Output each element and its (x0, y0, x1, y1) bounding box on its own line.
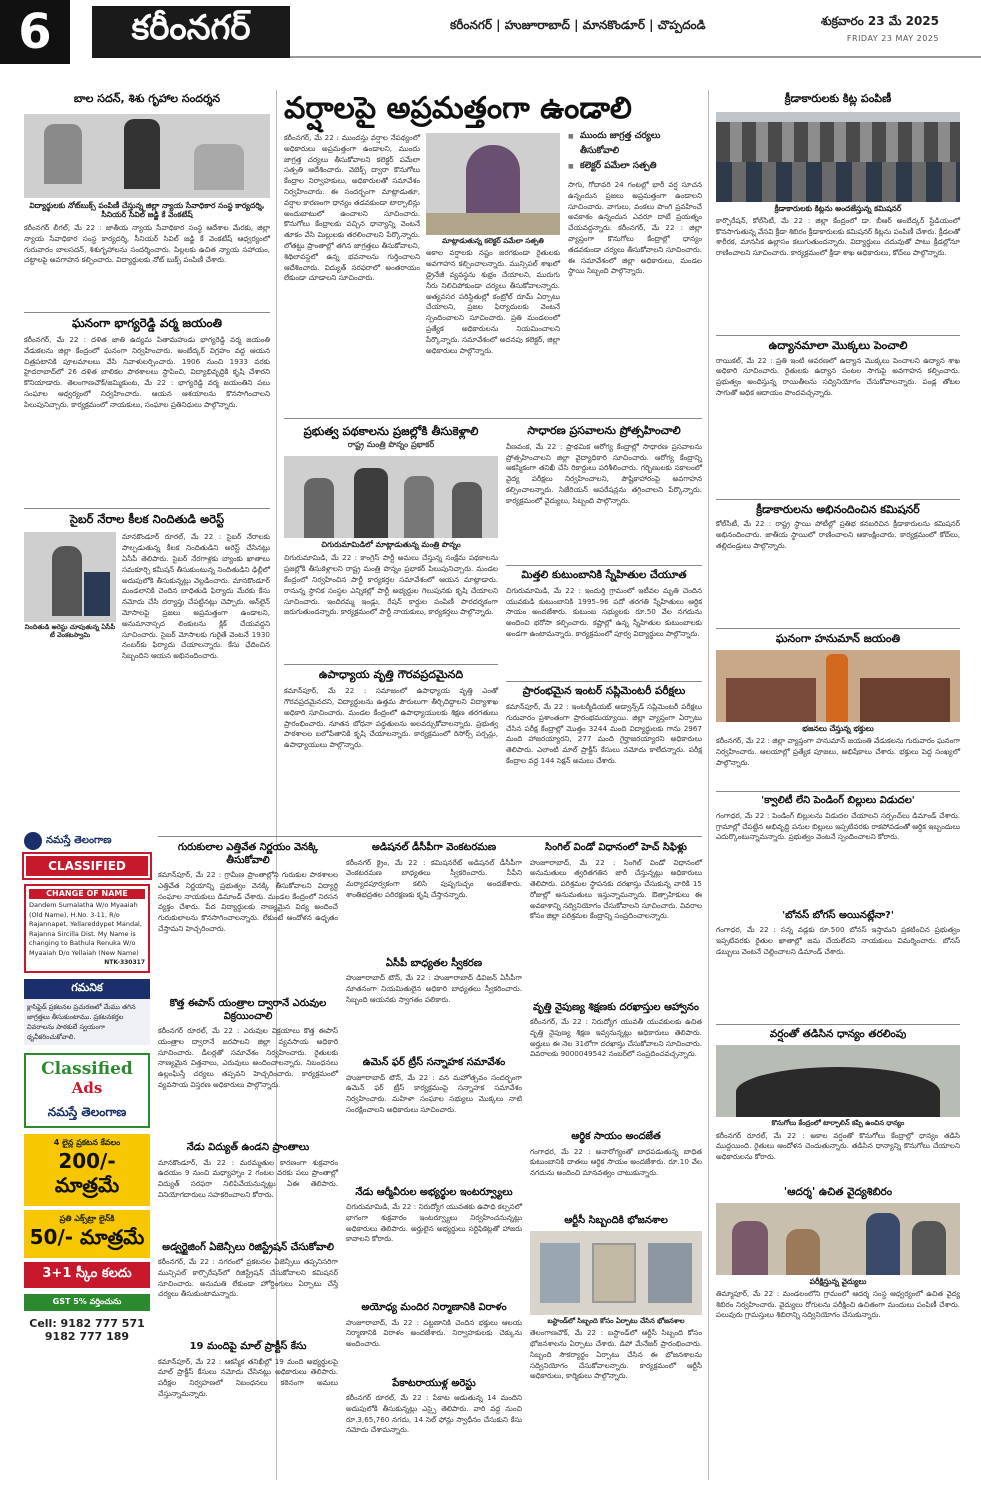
offer-extra-price: 50/- మాత్రమే (29, 1225, 145, 1249)
story-heading: క్రీడాకారులకు కిట్ల పంపిణీ (784, 92, 892, 105)
story-heading: సింగిల్ విండో విధానంలో హెచ్ సిఫిళ్లు (545, 842, 687, 853)
divider (716, 791, 960, 792)
column-rule (708, 90, 709, 1480)
story-body: కరీంనగర్, మే 22 : నిరుద్యోగ యువతీ యువకులకు ఉచిత వృత్తి నైపుణ్య శిక్షణ ఇవ్వనున్నట్లు అధికారులు తెలిపారు. అర్హులు ఈ నెల 31లోగా దరఖాస్తు చేసుకోవాలని సూచించారు. వివరాలకు 9000049542 నంబర్‌లో సంప్రదించవచ్చన్నారు. (530, 1017, 702, 1059)
divider (24, 508, 270, 509)
story-heading: క్రీడాకారులను అభినందించిన కమిషనర్ (756, 502, 920, 516)
lead-photo (426, 133, 560, 235)
story-body: గంగాధర, మే 22 : పెండింగ్ బిల్లులను విడుదల చేయాలని సర్పంచ్‌లు డిమాండ్ చేశారు. గ్రామాల్లో చేపట్టిన అభివృద్ధి పనుల బిల్లులు ఇప్పటివరకు రాకపోవడంతో ఆర్థిక ఇబ్బందులు ఎదుర్కొంటున్నామన్నారు. ప్రభుత్వం వెంటనే స్పందించాలని కోరారు. (716, 810, 960, 842)
story-heading: ఉపాధ్యాయ వృత్తి గౌరవప్రదమైనది (318, 668, 464, 682)
offer-price: 200/- మాత్రమే (54, 1149, 120, 1197)
story-heading: కొత్త ఈపాస్ యంత్రాల ద్వారానే ఎరువుల విక్రయించాలి (169, 998, 327, 1022)
story-body: తెలంగాణచౌక్, మే 22 : బస్టాండ్‌లో ఆర్టీసీ సిబ్బంది కోసం భోజనశాలను ఏర్పాటు చేశారు. డిపో మేనేజర్ ప్రారంభించారు. సిబ్బంది సౌకర్యార్థం ఏర్పాటు చేసిన ఈ భోజనశాలను సద్వినియోగం చేసుకోవాలన్నారు. కార్యక్రమంలో ఆర్టీసీ అధికారులు, కార్మికులు పాల్గొన్నారు. (530, 1328, 702, 1381)
lead-body-col1: కరీంనగర్, మే 22 : ముందస్తు వర్షాల నేపథ్యంలో అధికారులు అప్రమత్తంగా ఉండాలని, ముందు జాగ్రత్త చర్యలు తీసుకోవాలని కలెక్టర్ పమేలా సత్పతి ఆదేశించారు. వెబెక్స్ ద్వారా కొనుగోలు కేంద్రాల నిర్వాహకులు, అధికారులతో సమావేశం నిర్వహించారు. ఈ సందర్భంగా మాట్లాడుతూ, వర్షాల కారణంగా ధాన్యం తడవకుండా టార్పాలిన్లు అందుబాటులో ఉంచాలని సూచించారు. కొనుగోలు కేంద్రాలకు వచ్చిన ధాన్యాన్ని వెంటనే తూకం వేసి మిల్లులకు తరలించాలని పేర్కొన్నారు. లోతట్టు ప్రాంతాల్లో తగిన జాగ్రత్తలు తీసుకోవాలని, శిథిలావస్థలో ఉన్న భవనాలను గుర్తించాలని ఆదేశించారు. విద్యుత్ సరఫరాలో అంతరాయం లేకుండా చూడాలని సూచించారు. (284, 133, 420, 283)
story-heading: గురుకులాల ఎత్తివేత నిర్ణయం వెనక్కి తీసుకోవాలి (177, 842, 319, 866)
story-heading: సాధారణ ప్రసవాలను ప్రోత్సహించాలి (527, 424, 681, 437)
story-heading: 'క్వాలిటీ లేని పెండింగ్ బిల్లులు విడుదల' (761, 795, 915, 807)
story-body: గంగాధర, మే 22 : అనారోగ్యంతో బాధపడుతున్న బాధిత కుటుంబానికి దాతలు ఆర్థిక సాయం అందజేశారు. రూ.10 వేల నగదును అందించి మానవత్వం చాటుకున్నారు. (530, 1146, 702, 1178)
divider (506, 565, 702, 566)
ads-word-classified: Classified (41, 1059, 133, 1079)
story-photo (716, 1203, 960, 1275)
ad-disclaimer: క్లాసిఫైడ్ ప్రకటనల ప్రచురణలో మేము తగిన జాగ్రత్తలు తీసుకుంటాము. ప్రకటనకర్తల వివరాలను పాఠకులే స్వయంగా ధృవీకరించుకోవాలి. (24, 999, 150, 1045)
story-heading: ప్రారంభమైన ఇంటర్ సప్లిమెంటరీ పరీక్షలు (522, 684, 686, 697)
story-heading: వర్షంతో తడిసిన ధాన్యం తరలింపు (769, 1028, 907, 1041)
story-body: కమాన్‌పూర్, మే 22 : ఆకస్మిక తనిఖీల్లో 19 మంది అభ్యర్థులపై మాల్ ప్రాక్టీస్ కేసులు నమోదు చేసినట్లు అధికారులు తెలిపారు. పరీక్షల నిర్వహణలో నిబంధనలు కఠినంగా అమలు చేస్తున్నామన్నారు. (158, 1356, 338, 1398)
story-subhead: రాష్ట్ర మంత్రి పొన్నం ప్రభాకర్ (347, 440, 435, 450)
story-body: కమాన్‌పూర్, మే 22 : సమాజంలో ఉపాధ్యాయ వృత్తి ఎంతో గౌరవప్రదమైనదని, విద్యార్థులను ఉత్తమ పౌరులుగా తీర్చిదిద్దాలని విద్యాశాఖ అధికారి సూచించారు. మండల కేంద్రంలో ఉపాధ్యాయులకు శిక్షణ తరగతులు ప్రారంభించారు. నూతన బోధనా పద్ధతులను అలవర్చుకోవాలన్నారు. ప్రభుత్వ పాఠశాలల బలోపేతానికి కృషి చేయాలన్నారు. కార్యక్రమంలో రిసోర్స్ పర్సన్లు, ఉపాధ్యాయులు పాల్గొన్నారు. (284, 686, 498, 750)
story-body: హుజూరాబాద్ టౌన్, మే 22 : వన మహోత్సవం సందర్భంగా ఉమెన్ ఫర్ ట్రీస్ కార్యక్రమంపై సన్నాహక సమావేశం నిర్వహించారు. మహిళా సంఘాల సభ్యులు మొక్కలు నాటి సంరక్షించాలని అధికారులు సూచించారు. (346, 1072, 522, 1114)
story-heading: అయోధ్య మందిర నిర్మాణానికి విరాళం (361, 1302, 507, 1313)
story-body: మానకొండూర్, మే 22 : మరమ్మతుల కారణంగా శుక్రవారం ఉదయం 9 నుంచి మధ్యాహ్నం 2 గంటల వరకు పలు ప్రాంతాల్లో విద్యుత్ సరఫరా నిలిపివేయనున్నట్లు ఏఈ తెలిపారు. వినియోగదారులు సహకరించాలని కోరారు. (158, 1157, 338, 1199)
ad-classified-banner: CLASSIFIED (24, 854, 150, 878)
photo-caption: విద్యార్థులకు నోట్‌బుక్స్ పంపిణీ చేస్తున్న జిల్లా న్యాయ సేవాధికార సంస్థ కార్యదర్శి, సీనియర్ సివిల్ జడ్జి కే వెంకటేష్ (29, 200, 265, 219)
story-body: చిగురుమామిడి, మే 22 : కాంగ్రెస్ పార్టీ అమలు చేస్తున్న సంక్షేమ పథకాలను ప్రజల్లోకి తీసుకెళ్లాలని రాష్ట్ర మంత్రి పొన్నం ప్రభాకర్ పిలుపునిచ్చారు. మండల కేంద్రంలో నిర్వహించిన పార్టీ కార్యకర్తల సమావేశంలో ఆయన మాట్లాడారు. రానున్న స్థానిక సంస్థల ఎన్నికల్లో పార్టీ అభ్యర్థుల గెలుపునకు కృషి చేయాలని సూచించారు. ఇందిరమ్మ ఇండ్లు, రేషన్ కార్డుల పంపిణీ పారదర్శకంగా జరుగుతుందన్నారు. కార్యక్రమంలో పార్టీ నాయకులు, కార్యకర్తలు పాల్గొన్నారు. (284, 553, 498, 617)
story-body: కరీంనగర్ రూరల్, మే 22 : పేకాట ఆడుతున్న 14 మందిని అదుపులోకి తీసుకున్నట్లు ఎస్సై తెలిపారు. వారి వద్ద నుంచి రూ.3,65,760 నగదు, 14 సెల్ ఫోన్లు స్వాధీనం చేసుకుని కేసు నమోదు చేశామన్నారు. (346, 1393, 522, 1435)
lead-body-col3: సాగు, గోదావరి 24 గంటల్లో భారీ వర్ష సూచన ఉన్నందున ప్రజలు అప్రమత్తంగా ఉండాలని సూచించారు. వాగులు, వంకలు పొంగి ప్రవహించే అవకాశం ఉన్నందున ఎవరూ దాటే ప్రయత్నం చేయవద్దన్నారు. కరీంనగర్, మే 22 : జిల్లా వ్యాప్తంగా కొనుగోలు కేంద్రాల్లో ధాన్యం తడవకుండా చర్యలు తీసుకోవాలని సూచించారు. ఈ సమావేశంలో జిల్లా అధికారులు, మండల స్థాయి సిబ్బంది పాల్గొన్నారు. (568, 180, 702, 276)
date-telugu: శుక్రవారం 23 మే 2025 (820, 14, 939, 28)
lead-story (284, 92, 702, 414)
gst-note: GST 5% వర్తించును (24, 1294, 150, 1311)
story-body: రాయికల్, మే 22 : ప్రతి ఇంటి ఆవరణలో ఉద్యాన మొక్కలు పెంచాలని ఉద్యాన శాఖ అధికారి సూచించారు. రైతులకు ఉద్యాన పంటల సాగుపై అవగాహన కల్పించారు. ప్రభుత్వం అందిస్తున్న రాయితీలను సద్వినియోగం చేసుకోవాలన్నారు. పండ్ల తోటల సాగుతో అధిక ఆదాయం పొందవచ్చన్నారు. (716, 355, 960, 397)
story-body: హుజూరాబాద్ టౌన్, మే 22 : హుజూరాబాద్ డివిజన్ ఏసీపీగా నూతనంగా నియమితులైన అధికారి బాధ్యతలు స్వీకరించారు. సిబ్బంది ఆయనకు స్వాగతం పలికారు. (346, 973, 522, 1004)
edition-locations: కరీంనగర్ | హుజూరాబాద్ | మానకొండూర్ | చొప్పదండి (450, 18, 706, 32)
story-gov-schemes (284, 424, 498, 834)
story-heading: ఘనంగా హనుమాన్ జయంతి (775, 632, 901, 646)
story-body: కరీంనగర్ రూరల్, మే 22 : అకాల వర్షంతో కొనుగోలు కేంద్రాల్లో ధాన్యం తడిసి ముద్దయింది. రైతులు ఆందోళన చెందుతున్నారు. తడిసిన ధాన్యాన్ని కొనుగోలు చేయాలని అధికారులను కోరారు. (716, 1130, 960, 1162)
story-heading: పేకాటరాయుళ్ల అరెస్టు (392, 1377, 476, 1389)
divider (284, 418, 702, 419)
story-heading: బాల సదన్, శిశు గృహాల సందర్శన (73, 92, 221, 105)
change-of-name: CHANGE OF NAME (29, 889, 145, 899)
photo-caption: నిందితుడి అరెస్టు చూపుతున్న ఏసీపీ టీ వెంకటస్వామి (24, 623, 116, 640)
page-header (0, 0, 981, 64)
photo-caption: మాట్లాడుతున్న కలెక్టర్ పమేలా సత్పతి (442, 237, 544, 245)
story-column-lower-2 (346, 842, 522, 1482)
story-heading: 19 మందిపై మాల్ ప్రాక్టీస్ కేసు (189, 1341, 307, 1352)
notice-code: NTK-330317 (104, 959, 145, 966)
divider (24, 312, 270, 313)
story-photo (24, 532, 116, 622)
story-heading: ఆర్థిక సాయం అందజేత (571, 1131, 661, 1142)
story-body: కోల్‌సిటీ, మే 22 : రాష్ట్ర స్థాయి పోటీల్లో ప్రతిభ కనబరిచిన క్రీడాకారులను కమిషనర్ అభినందించారు. జాతీయ స్థాయిలో రాణించాలని ఆకాంక్షించారు. కార్యక్రమంలో కోచ్‌లు, తల్లిదండ్రులు పాల్గొన్నారు. (716, 519, 960, 550)
story-photo (24, 114, 270, 198)
offer-lines: 4 లైన్ల ప్రకటన కేవలం (53, 1138, 121, 1147)
story-body: కరీంనగర్, మే 22 : దళిత జాతి ఉద్యమ పితామహుడు భాగ్యరెడ్డి వర్మ జయంతి వేడుకలను జిల్లా కేంద్రంలో ఘనంగా నిర్వహించారు. అంబేద్కర్ విగ్రహం వద్ద ఆయన చిత్రపటానికి పూలమాలలు వేసి నివాళులర్పించారు. 1906 నుంచి 1933 వరకు హైదరాబాద్‌లో 26 దళిత బాలికల పాఠశాలలు స్థాపించి, విద్యాభివృద్ధికి కృషి చేశారని కొనియాడారు. తెలంగాణచౌక్/జమ్మికుంట, మే 22 : భాగ్యరెడ్డి వర్మ జయంతిని పలు సంఘాల ఆధ్వర్యంలో నిర్వహించారు. ఆయన ఆశయాలను కొనసాగించాలని పిలుపునిచ్చారు. కార్యక్రమంలో నాయకులు, సంఘాల ప్రతినిధులు పాల్గొన్నారు. (24, 334, 270, 409)
name-change-notice: Dandem Sumalatha W/o Myaaiah (Old Name), H.No. 3-11, R/o Rajannapet, Yellareddypet Mandal, Rajanna Sircilla Dist. My Name is changing to Bathula Renuka W/o Myaaiah D/o Yellaiah (New Name) (29, 901, 142, 957)
story-heading: అడ్వర్టైజింగ్ ఏజెన్సీలు రిజిస్ట్రేషన్ చేసుకోవాలి (162, 1241, 334, 1253)
right-column (716, 92, 960, 1482)
date-english: FRIDAY 23 MAY 2025 (846, 34, 939, 43)
divider (716, 335, 960, 336)
offer-scheme: 3+1 స్కీం కలదు (24, 1262, 150, 1288)
story-heading: 'బోనస్ బోగస్ అయినట్లేనా?' (782, 909, 894, 921)
ads-word-ads: Ads (71, 1079, 103, 1097)
divider (284, 664, 498, 665)
story-column-center-right (506, 424, 702, 834)
photo-caption: భజనలు చేస్తున్న భక్తులు (802, 724, 874, 734)
story-heading: అడిషనల్ డీసీపీగా వెంకటరమణ (371, 842, 497, 853)
story-heading: ఆర్టీసీ సిబ్బందికి భోజనశాల (564, 1214, 668, 1226)
notice-heading: గమనిక (24, 979, 150, 999)
header-rule (290, 56, 981, 58)
classified-ad (24, 830, 150, 1480)
story-photo (716, 1045, 960, 1117)
divider (716, 1024, 960, 1025)
ad-brand: నమస్తే తెలంగాణ (46, 835, 112, 846)
ad-phone-2: 9182 777 189 (44, 1330, 130, 1343)
story-body: కార్పొరేషన్, కోల్‌సిటీ, మే 22 : జిల్లా కేంద్రంలో డా. బీఆర్ అంబేద్కర్ స్టేడియంలో కొనసాగుతున్న వేసవి క్రీడా శిబిరం క్రీడాకారులకు కమిషనర్ కిట్లను పంపిణీ చేశారు. క్రీడలతో శారీరక, మానసిక ఉల్లాసం కలుగుతుందన్నారు. విద్యార్థులు చదువుతో పాటు క్రీడల్లోనూ రాణించాలని సూచించారు. కార్యక్రమంలో క్రీడా శాఖ అధికారులు, కోచ్‌లు పాల్గొన్నారు. (716, 215, 960, 258)
story-column-lower-3 (530, 842, 702, 1482)
divider (158, 836, 702, 837)
story-body: వీణవంక, మే 22 : ప్రాథమిక ఆరోగ్య కేంద్రాల్లో సాధారణ ప్రసవాలను ప్రోత్సహించాలని జిల్లా వైద్యాధికారి సూచించారు. ఆరోగ్య కేంద్రాన్ని ఆకస్మికంగా తనిఖీ చేసి రికార్డులు పరిశీలించారు. గర్భిణులకు సకాలంలో వైద్య పరీక్షలు నిర్వహించాలని, పౌష్టికాహారంపై అవగాహన కల్పించాలన్నారు. సిజేరియన్ ఆపరేషన్లను తగ్గించాలని పేర్కొన్నారు. కార్యక్రమంలో వైద్యులు, సిబ్బంది పాల్గొన్నారు. (506, 441, 702, 505)
divider (716, 499, 960, 500)
bullet-item: ■ కలెక్టర్ పమేలా సత్పతి (568, 159, 702, 174)
ad-brand-2: నమస్తే తెలంగాణ (47, 1105, 127, 1119)
story-heading: ఏసీపీ బాధ్యతల స్వీకరణ (385, 957, 483, 969)
story-photo (530, 1231, 702, 1315)
story-heading: ప్రభుత్వ పథకాలను ప్రజల్లోకి తీసుకెళ్లాలి (303, 424, 479, 438)
photo-caption: చిగురుమామిడిలో మాట్లాడుతున్న మంత్రి పొన్నం (321, 540, 461, 550)
divider (716, 628, 960, 629)
story-column-lower-1 (158, 842, 338, 1482)
bullet-item: ■ ముందు జాగ్రత్త చర్యలు తీసుకోవాలి (568, 129, 702, 159)
divider (506, 681, 702, 682)
story-body: గంగాధర, మే 22 : సన్న వడ్లకు రూ.500 బోనస్ ఇస్తామని ప్రకటించిన ప్రభుత్వం ఇప్పటివరకు రైతుల ఖాతాల్లో జమ చేయలేదని నాయకులు విమర్శించారు. బోనస్ డబ్బులు వెంటనే చెల్లించాలని డిమాండ్ చేశారు. (716, 925, 960, 956)
story-body: కరీంనగర్ క్రైం, మే 22 : కమిషనరేట్ అడిషనల్ డీసీపీగా వెంకటరమణ బాధ్యతలు స్వీకరించారు. సీపీని మర్యాదపూర్వకంగా కలిసి పుష్పగుచ్ఛం అందజేశారు. శాంతిభద్రతల పరిరక్షణకు కృషి చేస్తానన్నారు. (346, 857, 522, 899)
story-heading: నేడు ఆర్మీవీరుల అభ్యర్థుల ఇంటర్వ్యూలు (355, 1186, 513, 1198)
story-body: కరీంనగర్, మే 22 : జిల్లా వ్యాప్తంగా హనుమాన్ జయంతి వేడుకలను గురువారం ఘనంగా నిర్వహించారు. ఆలయాల్లో ప్రత్యేక పూజలు, అభిషేకాలు చేశారు. భక్తులు పెద్ద సంఖ్యలో పాల్గొన్నారు. (716, 736, 960, 767)
story-body: కమాన్‌పూర్, మే 22 : గ్రామీణ ప్రాంతాల్లోని గురుకుల పాఠశాలల ఎత్తివేత నిర్ణయాన్ని ప్రభుత్వం వెనక్కి తీసుకోవాలని విద్యార్థి సంఘాల నాయకులు డిమాండ్ చేశారు. మండల కేంద్రంలో నిరసన వ్యక్తం చేశారు. పేద విద్యార్థులకు నాణ్యమైన విద్య అందించే గురుకులాలను కొనసాగించాలన్నారు. లేకుంటే ఆందోళన ఉధృతం చేస్తామని హెచ్చరించారు. (158, 870, 338, 933)
story-heading: ఉమెన్ ఫర్ ట్రీస్ సన్నాహక సమావేశం (362, 1057, 506, 1068)
photo-caption: క్రీడాకారులకు కిట్లను అందజేస్తున్న కమిషనర్ (774, 203, 902, 213)
story-body: హుజూరాబాద్, మే 22 : పట్టణానికి చెందిన భక్తులు ఆలయ నిర్మాణానికి విరాళం అందజేశారు. నిర్వాహకులకు చెక్కును అందించారు. (346, 1317, 522, 1349)
story-body: కమాన్‌పూర్, మే 22 : ఇంటర్మీడియట్ అడ్వాన్స్‌డ్ సప్లిమెంటరీ పరీక్షలు గురువారం ప్రశాంతంగా ప్రారంభమయ్యాయి. జిల్లా వ్యాప్తంగా ఏర్పాటు చేసిన పరీక్ష కేంద్రాల్లో మొత్తం 3244 మంది విద్యార్థులకు గాను 2967 మంది హాజరయ్యారని, 277 మంది గైర్హాజరయ్యారని అధికారులు తెలిపారు. ఎలాంటి మాల్ ప్రాక్టీస్ కేసులు నమోదు కాలేదన్నారు. పరీక్ష కేంద్రాల వద్ద 144 సెక్షన్ అమలు చేశారు. (506, 702, 702, 765)
edition-name: కరీంనగర్ (92, 6, 290, 58)
story-photo (716, 650, 960, 722)
photo-caption: బస్టాండ్‌లో సిబ్బంది కోసం ఏర్పాటు చేసిన భోజనశాల (547, 1317, 685, 1325)
left-column (24, 92, 270, 822)
story-photo (284, 456, 498, 538)
story-photo (716, 112, 960, 202)
photo-caption: కొనుగోలు కేంద్రంలో టార్పాలిన్ కప్పి ఉంచిన ధాన్యం (771, 1119, 905, 1128)
story-body: చిగురుమామిడి, మే 22 : ఇందుర్తి గ్రామంలో ఇటీవల మృతి చెందిన యువకుడి కుటుంబానికి 1995–96 పదో తరగతి స్నేహితులు ఆర్థిక సాయం అందజేశారు. కుటుంబ సభ్యులకు రూ.50 వేల నగదును అందించి భరోసా కల్పించారు. కష్టాల్లో ఉన్న స్నేహితుల కుటుంబాలకు అండగా ఉంటామన్నారు. కార్యక్రమంలో పూర్వ విద్యార్థులు పాల్గొన్నారు. (506, 585, 702, 639)
story-heading: నేడు విద్యుత్ ఉండని ప్రాంతాలు (186, 1142, 310, 1153)
lead-headline: వర్షాలపై అప్రమత్తంగా ఉండాలి (284, 91, 632, 126)
story-body: తిమ్మాపూర్, మే 22 : మండలంలోని గ్రామంలో ఆదర్శ సంస్థ ఆధ్వర్యంలో ఉచిత వైద్య శిబిరం నిర్వహించారు. వైద్యులు రోగులను పరీక్షించి ఉచితంగా మందులు పంపిణీ చేశారు. పలువురు గ్రామస్తులు శిబిరాన్ని సద్వినియోగం చేసుకున్నారు. (716, 1288, 960, 1320)
story-body: కరీంనగర్, మే 22 : నగరంలో ప్రకటనల ఏజెన్సీలు తప్పనిసరిగా మున్సిపల్ కార్పొరేషన్‌లో రిజిస్ట్రేషన్ చేసుకోవాలని కమిషనర్ సూచించారు. అనుమతి లేకుండా హోర్డింగులు ఏర్పాటు చేస్తే చర్యలు తీసుకుంటామన్నారు. (158, 1257, 338, 1299)
ad-phone: Cell: 9182 777 571 (29, 1317, 145, 1330)
page-number: 6 (0, 0, 70, 64)
logo-icon (24, 832, 42, 850)
photo-caption: పరీక్షిస్తున్న వైద్యులు (809, 1276, 867, 1286)
story-heading: ఘనంగా భాగ్యరెడ్డి వర్మ జయంతి (71, 315, 223, 330)
story-body: కరీంనగర్ లీగల్, మే 22 : జాతీయ న్యాయ సేవాధికార సంస్థ ఆదేశాల మేరకు, జిల్లా న్యాయ సేవాధికార సంస్థ కార్యదర్శి, సీనియర్ సివిల్ జడ్జి కే వెంకటేష్ ఆధ్వర్యంలో గురువారం బాలసదన్, శిశుగృహాలను సందర్శించారు. పిల్లలకు ఉచిత న్యాయ సహాయం, చట్టాలపై అవగాహన కల్పించారు. విద్యార్థులకు నోట్ బుక్స్ పంపిణీ చేశారు. (24, 222, 270, 265)
story-body: కరీంనగర్ రూరల్, మే 22 : ఎరువుల విక్రయాలు కొత్త ఈపాస్ యంత్రాల ద్వారానే జరపాలని జిల్లా వ్యవసాయ అధికారి సూచించారు. డీలర్లతో సమావేశం నిర్వహించారు. రైతులకు నాణ్యమైన విత్తనాలు, ఎరువులు అందించాలన్నారు. నిబంధనలు ఉల్లంఘిస్తే చర్యలు తప్పవని హెచ్చరించారు. కార్యక్రమంలో వ్యవసాయ విస్తరణ అధికారులు పాల్గొన్నారు. (158, 1026, 338, 1089)
story-heading: 'ఆదర్శ' ఉచిత వైద్యశిబిరం (783, 1185, 893, 1198)
offer-extra-line: ప్రతి ఎక్స్‌ట్రా లైన్‌కి (59, 1214, 115, 1223)
story-body: హుజూరాబాద్, మే 22 : సింగిల్ విండో విధానంలో అనుమతులు త్వరితగతిన జారీ చేస్తున్నట్లు అధికారులు తెలిపారు. పరిశ్రమల స్థాపనకు దరఖాస్తు చేసుకున్న వారికి 15 రోజుల్లో అనుమతులు ఇస్తున్నామన్నారు. ఔత్సాహికులు ఈ అవకాశాన్ని సద్వినియోగం చేసుకోవాలని సూచించారు. వివరాల కోసం జిల్లా పరిశ్రమల కేంద్రాన్ని సంప్రదించాలన్నారు. (530, 857, 702, 921)
lead-body-col2: అకాల వర్షాలకు నష్టం జరగకుండా రైతులకు అవగాహన కల్పించాలన్నారు. మున్సిపల్ శాఖలో డ్రైనేజీ వ్యవస్థను శుభ్రం చేయాలని, మురుగు నీరు నిలిచిపోకుండా చర్యలు తీసుకోవాలన్నారు. అత్యవసర పరిస్థితుల్లో కంట్రోల్ రూమ్ ఏర్పాటు చేయాలని, ప్రజల ఫిర్యాదులకు వెంటనే స్పందించాలని సూచించారు. ప్రతి మండలంలో ప్రత్యేక అధికారులను నియమించాలని పేర్కొన్నారు. సమావేశంలో అదనపు కలెక్టర్, జిల్లా అధికారులు పాల్గొన్నారు. (426, 248, 560, 355)
story-body: చిగురుమామిడి, మే 22 : నిరుద్యోగ యువతకు ఉపాధి కల్పనలో భాగంగా శుక్రవారం ఇంటర్వ్యూలు నిర్వహించనున్నట్లు అధికారులు తెలిపారు. అర్హులైన అభ్యర్థులు సర్టిఫికెట్లతో హాజరు కావాలని కోరారు. (346, 1202, 522, 1244)
story-heading: సైబర్ నేరాల కీలక నిందితుడి అరెస్ట్ (69, 511, 225, 526)
story-heading: మిత్తలి కుటుంబానికి స్నేహితుల చేయూత (521, 568, 687, 581)
story-heading: ఉద్యానమాలా మొక్కలు పెంచాలి (768, 338, 908, 352)
story-heading: వృత్తి నైపుణ్య శిక్షణకు దరఖాస్తుల ఆహ్వానం (533, 1001, 699, 1013)
lead-bullets (568, 129, 702, 174)
story-body: మానకొండూర్ రూరల్, మే 22 : సైబర్ నేరాలకు పాల్పడుతున్న కీలక నిందితుడిని అరెస్ట్ చేసినట్లు ఏసీపీ తెలిపారు. సైబర్ నేరగాళ్లకు బ్యాంకు ఖాతాలు సమకూర్చి కమీషన్ తీసుకుంటున్న నిందితుడిని ఢిల్లీలో అదుపులోకి తీసుకున్నట్లు వెల్లడించారు. మానకొండూర్ మండలానికి చెందిన బాధితుడి ఫిర్యాదు మేరకు కేసు నమోదు చేసి దర్యాప్తు చేపట్టినట్లు చెప్పారు. ఆన్‌లైన్ మోసాలపై ప్రజలు అప్రమత్తంగా ఉండాలని, అనుమానాస్పద లింకులను క్లిక్ చేయవద్దని సూచించారు. సైబర్ మోసాలకు గురైతే వెంటనే 1930 నంబర్‌కు ఫిర్యాదు చేయాలన్నారు. కేసు ఛేదించిన సిబ్బందిని ఆయన అభినందించారు. (122, 532, 270, 661)
